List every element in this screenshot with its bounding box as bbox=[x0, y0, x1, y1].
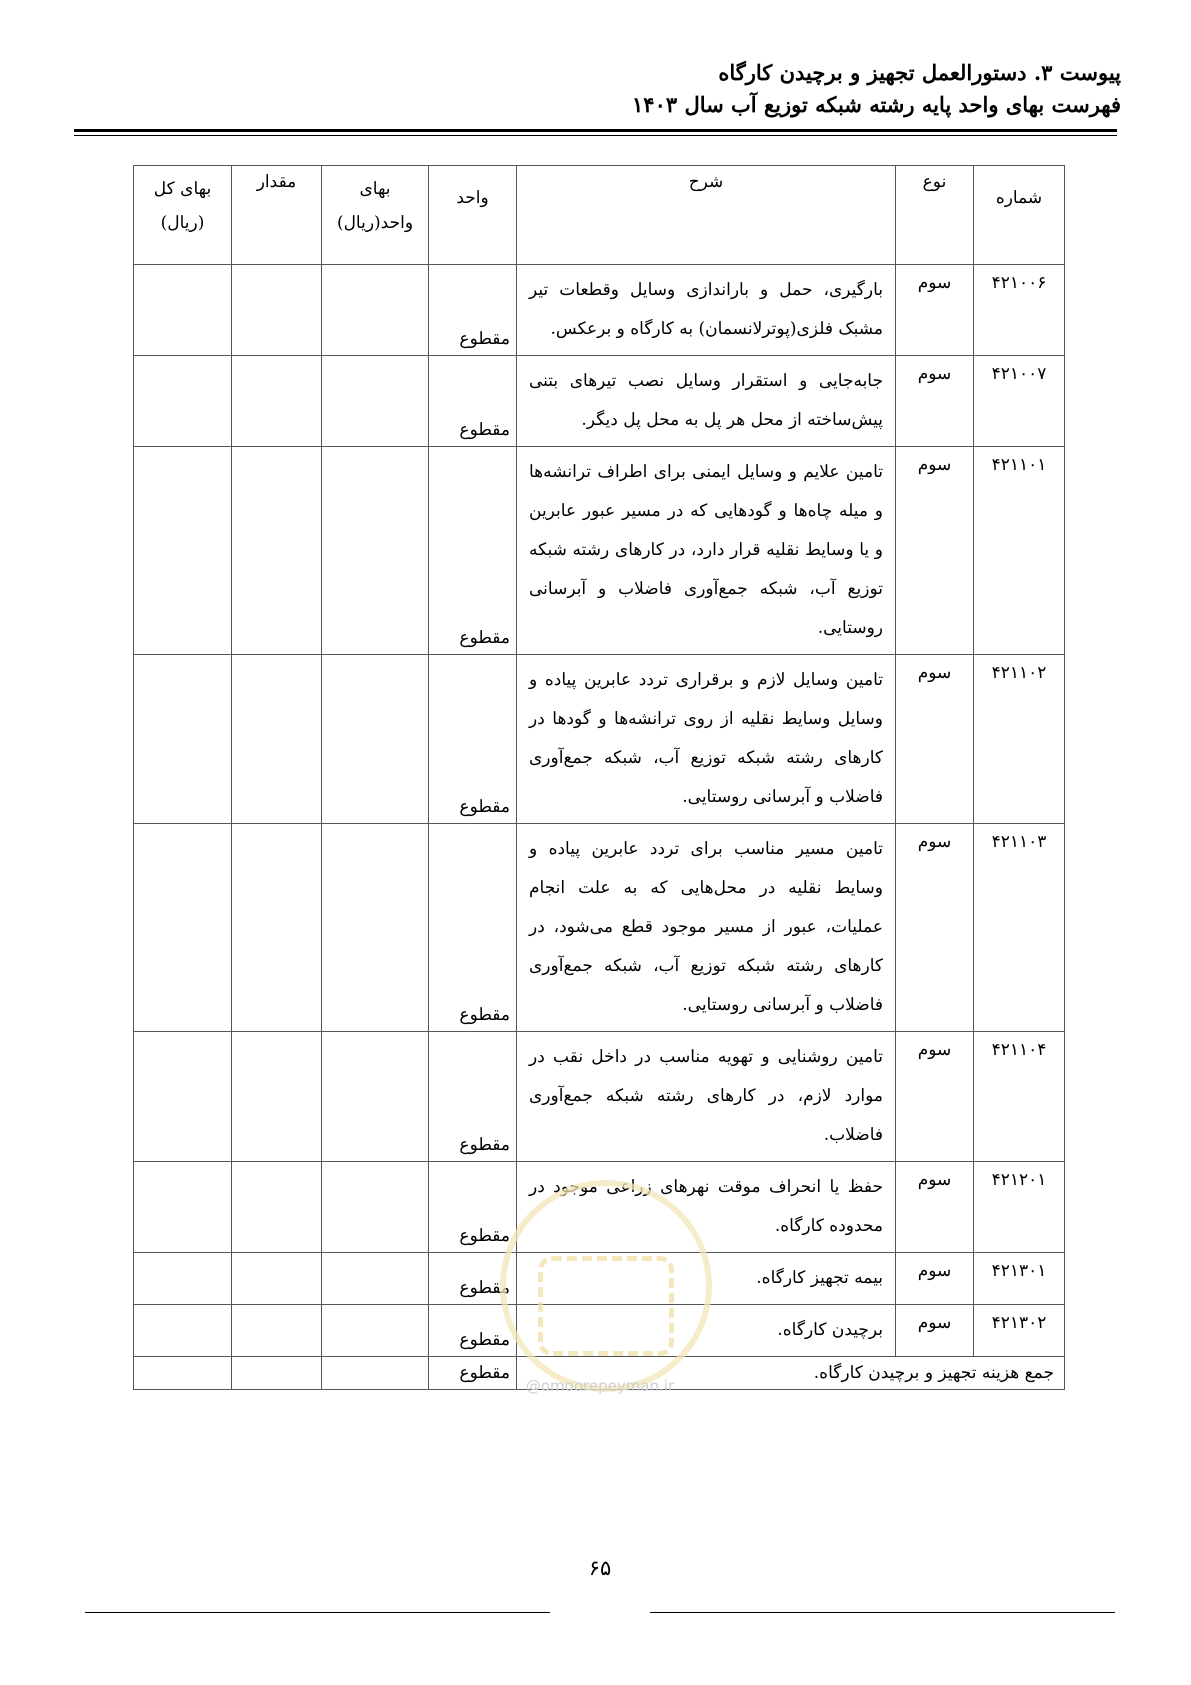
row-total-cell bbox=[134, 1032, 232, 1162]
row-type: سوم bbox=[896, 1253, 974, 1305]
row-number: ۴۲۱۳۰۲ bbox=[974, 1305, 1065, 1357]
row-unit-price-cell bbox=[322, 1162, 429, 1253]
row-description: بیمه تجهیز کارگاه. bbox=[517, 1253, 896, 1305]
table-row bbox=[134, 447, 1065, 655]
summary-quantity-cell bbox=[232, 1357, 322, 1390]
row-unit: مقطوع bbox=[429, 356, 517, 447]
table-row bbox=[134, 356, 1065, 447]
row-unit-price-cell bbox=[322, 356, 429, 447]
row-unit: مقطوع bbox=[429, 824, 517, 1032]
row-type: سوم bbox=[896, 1305, 974, 1357]
row-number: ۴۲۱۱۰۲ bbox=[974, 655, 1065, 824]
header-rule-thick bbox=[74, 129, 1117, 132]
row-type: سوم bbox=[896, 265, 974, 356]
row-type: سوم bbox=[896, 655, 974, 824]
row-number: ۴۲۱۱۰۳ bbox=[974, 824, 1065, 1032]
row-unit-price-cell bbox=[322, 1032, 429, 1162]
row-unit: مقطوع bbox=[429, 655, 517, 824]
page-header bbox=[70, 58, 1121, 120]
header-unit: واحد bbox=[429, 166, 517, 265]
row-unit: مقطوع bbox=[429, 1032, 517, 1162]
summary-unit-price-cell bbox=[322, 1357, 429, 1390]
row-description: حفظ یا انحراف موقت نهرهای زراعی موجود در محدوده کارگاه. bbox=[517, 1162, 896, 1253]
row-total-cell bbox=[134, 655, 232, 824]
row-description: برچیدن کارگاه. bbox=[517, 1305, 896, 1357]
row-description: بارگیری، حمل و باراندازی وسایل وقطعات تیر مشبک فلزی(پوترلانسمان) به کارگاه و برعکس. bbox=[517, 265, 896, 356]
row-type: سوم bbox=[896, 824, 974, 1032]
row-description: تامین وسایل لازم و برقراری تردد عابرین پیاده و وسایل وسایط نقلیه از روی ترانشه‌ها و گودها در کارهای رشته شبکه توزیع آب، شبکه جمع‌آوری فاضلاب و آبرسانی روستایی. bbox=[517, 655, 896, 824]
row-total-cell bbox=[134, 447, 232, 655]
header-rule-thin bbox=[74, 135, 1117, 136]
row-description: تامین روشنایی و تهویه مناسب در داخل نقب در موارد لازم، در کارهای رشته شبکه جمع‌آوری فاضلاب. bbox=[517, 1032, 896, 1162]
row-total-cell bbox=[134, 1305, 232, 1357]
row-quantity-cell bbox=[232, 1253, 322, 1305]
row-total-cell bbox=[134, 824, 232, 1032]
header-title: پیوست ۳. دستورالعمل تجهیز و برچیدن کارگاه bbox=[718, 60, 1121, 85]
table-row bbox=[134, 265, 1065, 356]
row-number: ۴۲۱۱۰۱ bbox=[974, 447, 1065, 655]
row-unit-price-cell bbox=[322, 1305, 429, 1357]
row-quantity-cell bbox=[232, 1305, 322, 1357]
row-number: ۴۲۱۱۰۴ bbox=[974, 1032, 1065, 1162]
row-quantity-cell bbox=[232, 265, 322, 356]
header-total-line1: بهای کل bbox=[153, 179, 212, 199]
header-subtitle: فهرست بهای واحد پایه رشته شبکه توزیع آب سال ۱۴۰۳ bbox=[632, 92, 1121, 117]
header-unit-price-line2: واحد(ریال) bbox=[336, 213, 414, 233]
header-total-price bbox=[134, 166, 232, 265]
row-description: جابه‌جایی و استقرار وسایل نصب تیرهای بتنی پیش‌ساخته از محل هر پل به محل پل دیگر. bbox=[517, 356, 896, 447]
header-unit-price-line1: بهای bbox=[359, 179, 391, 199]
page-number: ۶۵ bbox=[588, 1556, 612, 1580]
row-quantity-cell bbox=[232, 447, 322, 655]
row-type: سوم bbox=[896, 447, 974, 655]
table-header-row bbox=[134, 166, 1065, 265]
header-number: شماره bbox=[974, 166, 1065, 265]
row-unit: مقطوع bbox=[429, 447, 517, 655]
row-total-cell bbox=[134, 356, 232, 447]
row-number: ۴۲۱۰۰۶ bbox=[974, 265, 1065, 356]
row-description: تامین مسیر مناسب برای تردد عابرین پیاده و وسایط نقلیه در محل‌هایی که به علت انجام عملیات، عبور از مسیر موجود قطع می‌شود، در کارهای رشته شبکه توزیع آب، شبکه جمع‌آوری فاضلاب و آبرسانی روستایی. bbox=[517, 824, 896, 1032]
row-unit: مقطوع bbox=[429, 265, 517, 356]
row-quantity-cell bbox=[232, 1032, 322, 1162]
header-quantity: مقدار bbox=[232, 166, 322, 265]
row-description: تامین علایم و وسایل ایمنی برای اطراف ترانشه‌ها و میله چاه‌ها و گودهایی که در مسیر عبور عابرین و یا وسایط نقلیه قرار دارد، در کارهای رشته شبکه توزیع آب، شبکه جمع‌آوری فاضلاب و آبرسانی روستایی. bbox=[517, 447, 896, 655]
watermark-website: @omoorepeyman.ir bbox=[525, 1377, 675, 1395]
row-type: سوم bbox=[896, 1162, 974, 1253]
summary-unit: مقطوع bbox=[429, 1357, 517, 1390]
table-row bbox=[134, 655, 1065, 824]
row-type: سوم bbox=[896, 356, 974, 447]
header-unit-price bbox=[322, 166, 429, 265]
row-quantity-cell bbox=[232, 655, 322, 824]
row-unit-price-cell bbox=[322, 447, 429, 655]
row-unit-price-cell bbox=[322, 265, 429, 356]
header-type: نوع bbox=[896, 166, 974, 265]
row-unit-price-cell bbox=[322, 824, 429, 1032]
summary-label: جمع هزینه تجهیز و برچیدن کارگاه. bbox=[517, 1357, 1065, 1390]
row-quantity-cell bbox=[232, 824, 322, 1032]
row-total-cell bbox=[134, 1162, 232, 1253]
row-unit-price-cell bbox=[322, 1253, 429, 1305]
table-row bbox=[134, 1032, 1065, 1162]
row-unit: مقطوع bbox=[429, 1305, 517, 1357]
row-number: ۴۲۱۰۰۷ bbox=[974, 356, 1065, 447]
row-total-cell bbox=[134, 265, 232, 356]
row-unit: مقطوع bbox=[429, 1253, 517, 1305]
summary-total-cell bbox=[134, 1357, 232, 1390]
row-unit: مقطوع bbox=[429, 1162, 517, 1253]
row-number: ۴۲۱۲۰۱ bbox=[974, 1162, 1065, 1253]
row-type: سوم bbox=[896, 1032, 974, 1162]
row-quantity-cell bbox=[232, 1162, 322, 1253]
row-unit-price-cell bbox=[322, 655, 429, 824]
watermark-seal-icon bbox=[500, 1180, 712, 1392]
header-total-line2: (ریال) bbox=[160, 213, 205, 233]
table-row bbox=[134, 824, 1065, 1032]
footer-rule-left bbox=[85, 1612, 550, 1613]
footer-rule-right bbox=[650, 1612, 1115, 1613]
row-total-cell bbox=[134, 1253, 232, 1305]
row-quantity-cell bbox=[232, 356, 322, 447]
row-number: ۴۲۱۳۰۱ bbox=[974, 1253, 1065, 1305]
header-description: شرح bbox=[517, 166, 896, 265]
